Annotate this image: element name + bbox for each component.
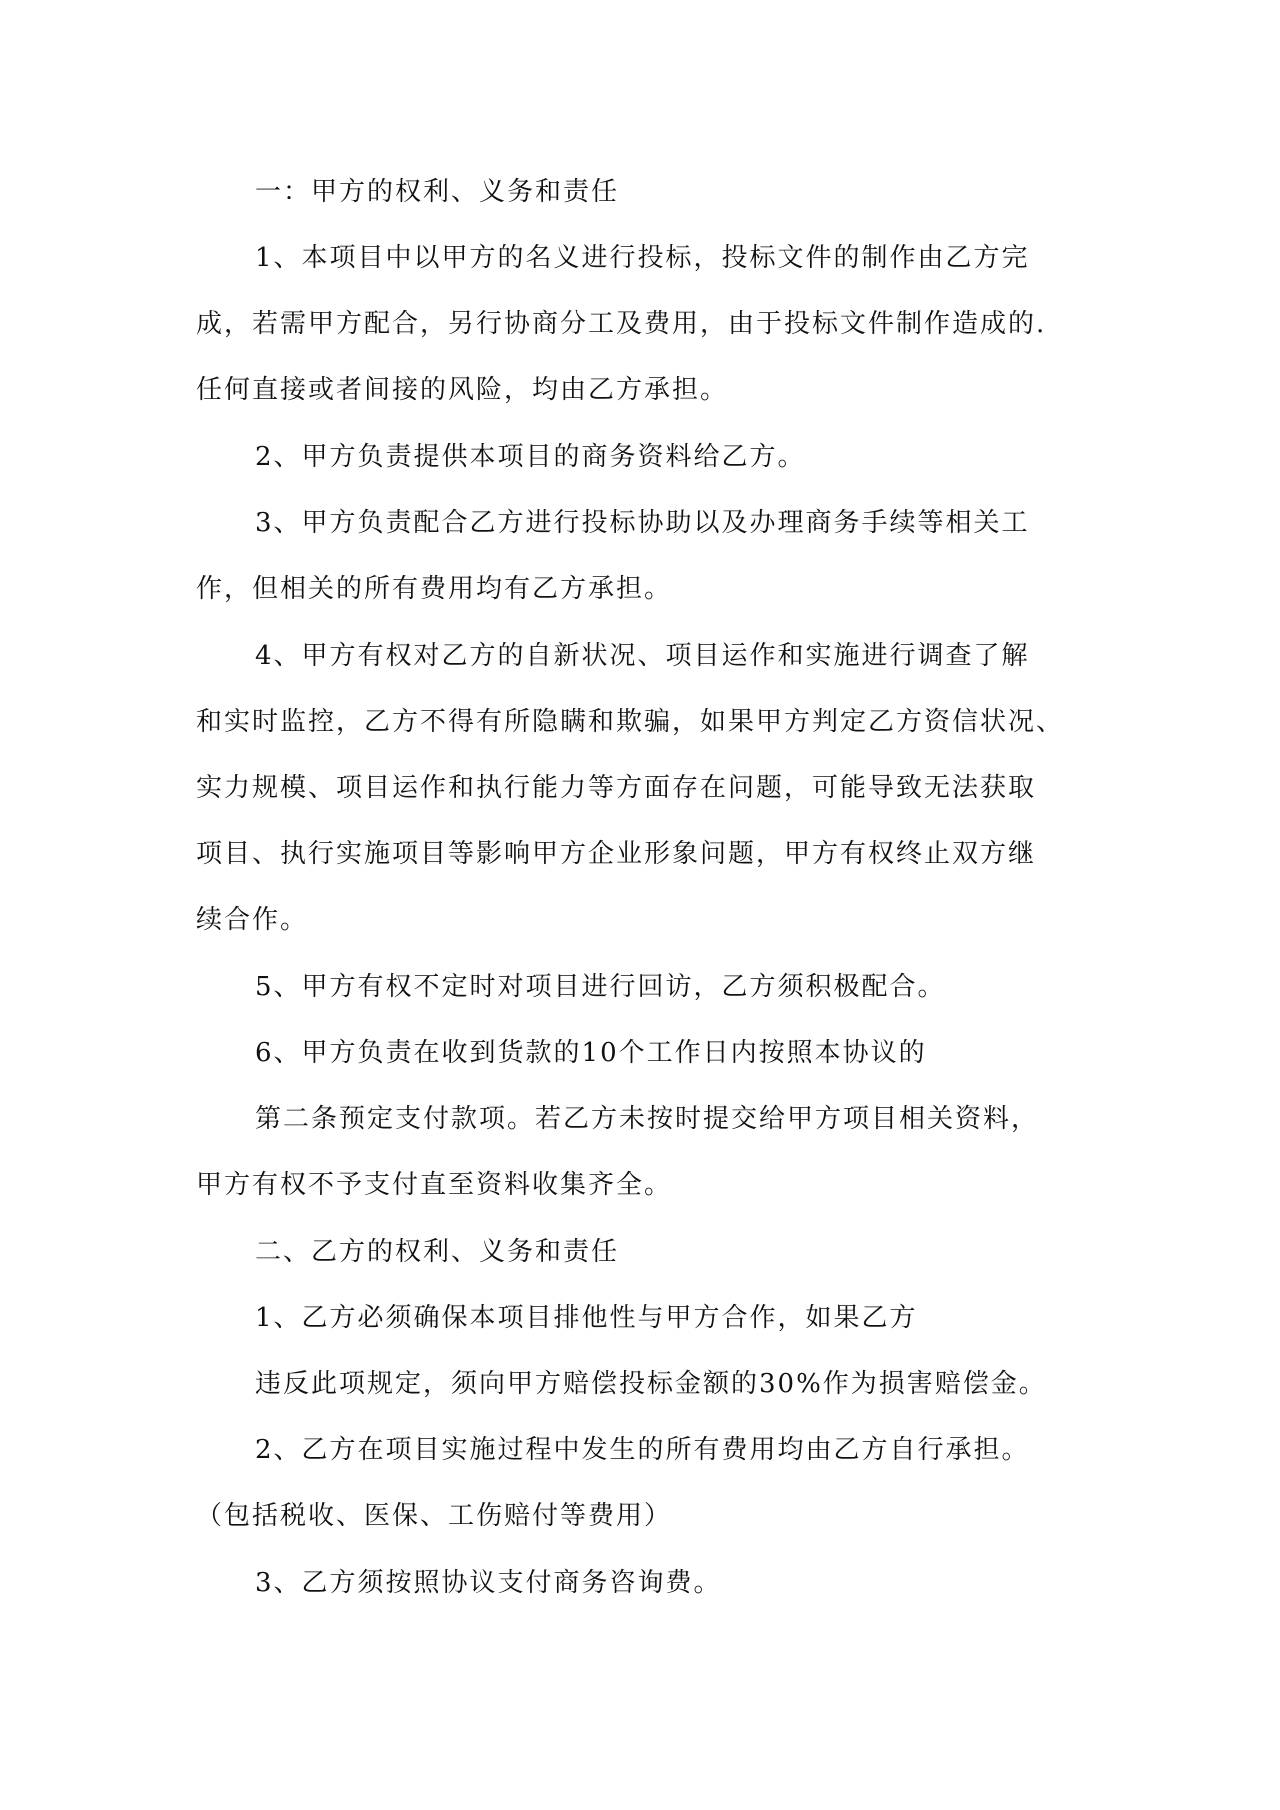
section2-heading: 二、乙方的权利、义务和责任 bbox=[255, 1237, 620, 1267]
section2-item1-line2: 违反此项规定，须向甲方赔偿投标金额的30%作为损害赔偿金。 bbox=[255, 1369, 1047, 1399]
section1-item2: 2、甲方负责提供本项目的商务资料给乙方。 bbox=[255, 442, 806, 472]
section1-item5: 5、甲方有权不定时对项目进行回访，乙方须积极配合。 bbox=[255, 972, 946, 1002]
section2-item2-line1: 2、乙方在项目实施过程中发生的所有费用均由乙方自行承担。 bbox=[255, 1435, 1030, 1465]
section2-item1-line1: 1、乙方必须确保本项目排他性与甲方合作，如果乙方 bbox=[255, 1303, 918, 1333]
section1-heading: 一：甲方的权利、义务和责任 bbox=[255, 177, 620, 207]
section2-item2-line2: （包括税收、医保、工伤赔付等费用） bbox=[196, 1501, 673, 1531]
section1-item1-line1: 1、本项目中以甲方的名义进行投标，投标文件的制作由乙方完 bbox=[255, 243, 1030, 273]
section1-item6-line2: 第二条预定支付款项。若乙方未按时提交给甲方项目相关资料， bbox=[255, 1104, 1040, 1134]
section1-item4-line2: 和实时监控，乙方不得有所隐瞒和欺骗，如果甲方判定乙方资信状况、 bbox=[196, 707, 1065, 737]
section1-item4-line4: 项目、执行实施项目等影响甲方企业形象问题，甲方有权终止双方继 bbox=[196, 839, 1037, 869]
section1-item6-line3: 甲方有权不予支付直至资料收集齐全。 bbox=[196, 1170, 673, 1200]
section1-item6-line1: 6、甲方负责在收到货款的10个工作日内按照本协议的 bbox=[255, 1038, 927, 1068]
section1-item3-line1: 3、甲方负责配合乙方进行投标协助以及办理商务手续等相关工 bbox=[255, 508, 1030, 538]
section2-item3: 3、乙方须按照协议支付商务咨询费。 bbox=[255, 1568, 722, 1598]
section1-item3-line2: 作，但相关的所有费用均有乙方承担。 bbox=[196, 574, 673, 604]
section1-item4-line3: 实力规模、项目运作和执行能力等方面存在问题，可能导致无法获取 bbox=[196, 773, 1037, 803]
section1-item1-line3: 任何直接或者间接的风险，均由乙方承担。 bbox=[196, 375, 729, 405]
section1-item4-line1: 4、甲方有权对乙方的自新状况、项目运作和实施进行调查了解 bbox=[255, 641, 1030, 671]
section1-item4-line5: 续合作。 bbox=[196, 905, 309, 935]
section1-item1-line2: 成，若需甲方配合，另行协商分工及费用，由于投标文件制作造成的. bbox=[196, 309, 1047, 339]
